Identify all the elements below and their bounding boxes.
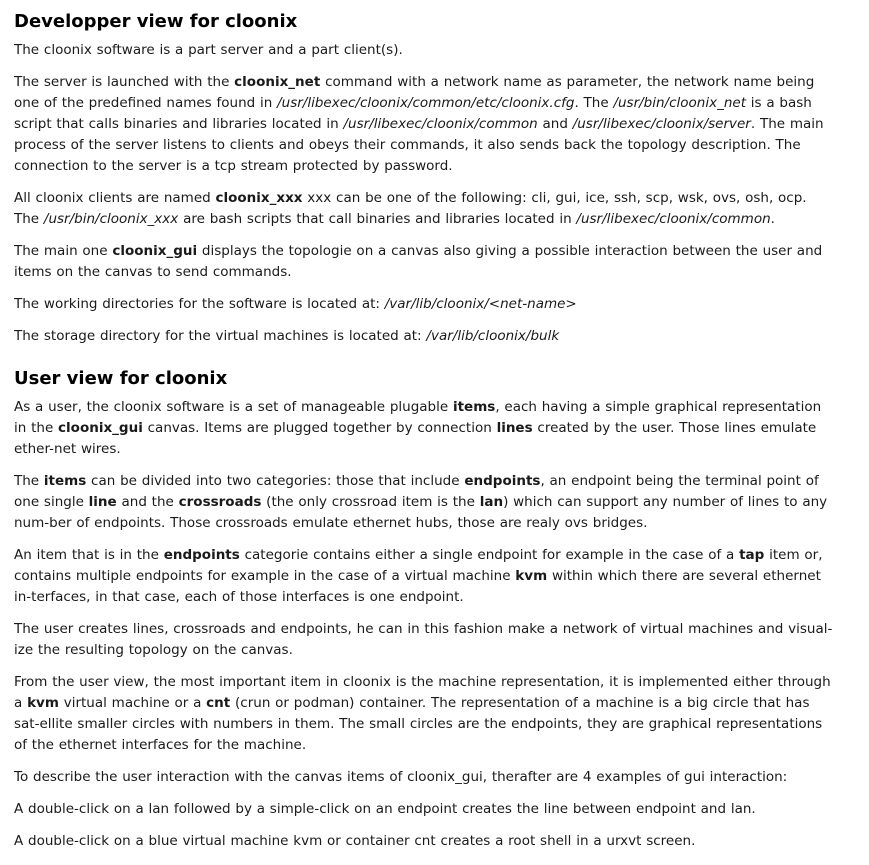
dev-paragraph-1: The cloonix software is a part server and a part client(s). (14, 42, 403, 58)
user-paragraph-2: The items can be divided into two categories: those that include endpoints, an endpoint being the terminal point of one single line and the crossroads (the only crossroad item is the lan) which can support any number of lines to any num-ber of endpoints. Those crossroads emulate ethernet hubs, those are realy ovs bridges. (14, 473, 828, 531)
user-view-heading: User view for cloonix (14, 368, 228, 389)
dev-paragraph-4: The main one cloonix_gui displays the topologie on a canvas also giving a possible interaction between the user and items on the canvas to send commands. (14, 243, 823, 280)
user-paragraph-5: From the user view, the most important item in cloonix is the machine representation, it is implemented either through a kvm virtual machine or a cnt (crun or podman) container. The representation of a machine is a big circle that has sat-ellite smaller circles with numbers in them. The small circles are the endpoints, they are graphical representations of the ethernet interfaces for the machine. (14, 674, 831, 753)
user-paragraph-6: To describe the user interaction with the canvas items of cloonix_gui, therafter are 4 examples of gui interaction: (14, 769, 788, 785)
dev-paragraph-5: The working directories for the software is located at: /var/lib/cloonix/<net-name> (14, 296, 577, 312)
user-paragraph-4: The user creates lines, crossroads and endpoints, he can in this fashion make a network of virtual machines and visual-ize the resulting topology on the canvas. (14, 621, 833, 658)
user-paragraph-1: As a user, the cloonix software is a set of manageable plugable items, each having a simple graphical representation in the cloonix_gui canvas. Items are plugged together by connection lines created by the user. Those lines emulate ether-net wires. (14, 399, 822, 457)
developer-view-heading: Developper view for cloonix (14, 11, 298, 32)
dev-paragraph-6: The storage directory for the virtual machines is located at: /var/lib/cloonix/bulk (14, 328, 560, 344)
user-paragraph-8: A double-click on a blue virtual machine kvm or container cnt creates a root shell in a urxvt screen. (14, 833, 696, 849)
user-paragraph-7: A double-click on a lan followed by a simple-click on an endpoint creates the line between endpoint and lan. (14, 801, 756, 817)
user-paragraph-3: An item that is in the endpoints categorie contains either a single endpoint for example in the case of a tap item or, contains multiple endpoints for example in the case of a virtual machine kvm within which there are several ethernet in-terfaces, in that case, each of those interfaces is one endpoint. (14, 547, 823, 605)
dev-paragraph-2: The server is launched with the cloonix_net command with a network name as parameter, the network name being one of the predefined names found in /usr/libexec/cloonix/common/etc/cloonix.cfg. The /usr/bin/cloonix_net is a bash script that calls binaries and libraries located in /usr/libexec/cloonix/common and /usr/libexec/cloonix/server. The main process of the server listens to clients and obeys their commands, it also sends back the topology description. The connection to the server is a tcp stream protected by password. (14, 74, 824, 174)
dev-paragraph-3: All cloonix clients are named cloonix_xxx xxx can be one of the following: cli, gui, ice, ssh, scp, wsk, ovs, osh, ocp. The /usr/bin/cloonix_xxx are bash scripts that call binaries and libraries located in /usr/libexec/cloonix/common. (14, 190, 807, 227)
